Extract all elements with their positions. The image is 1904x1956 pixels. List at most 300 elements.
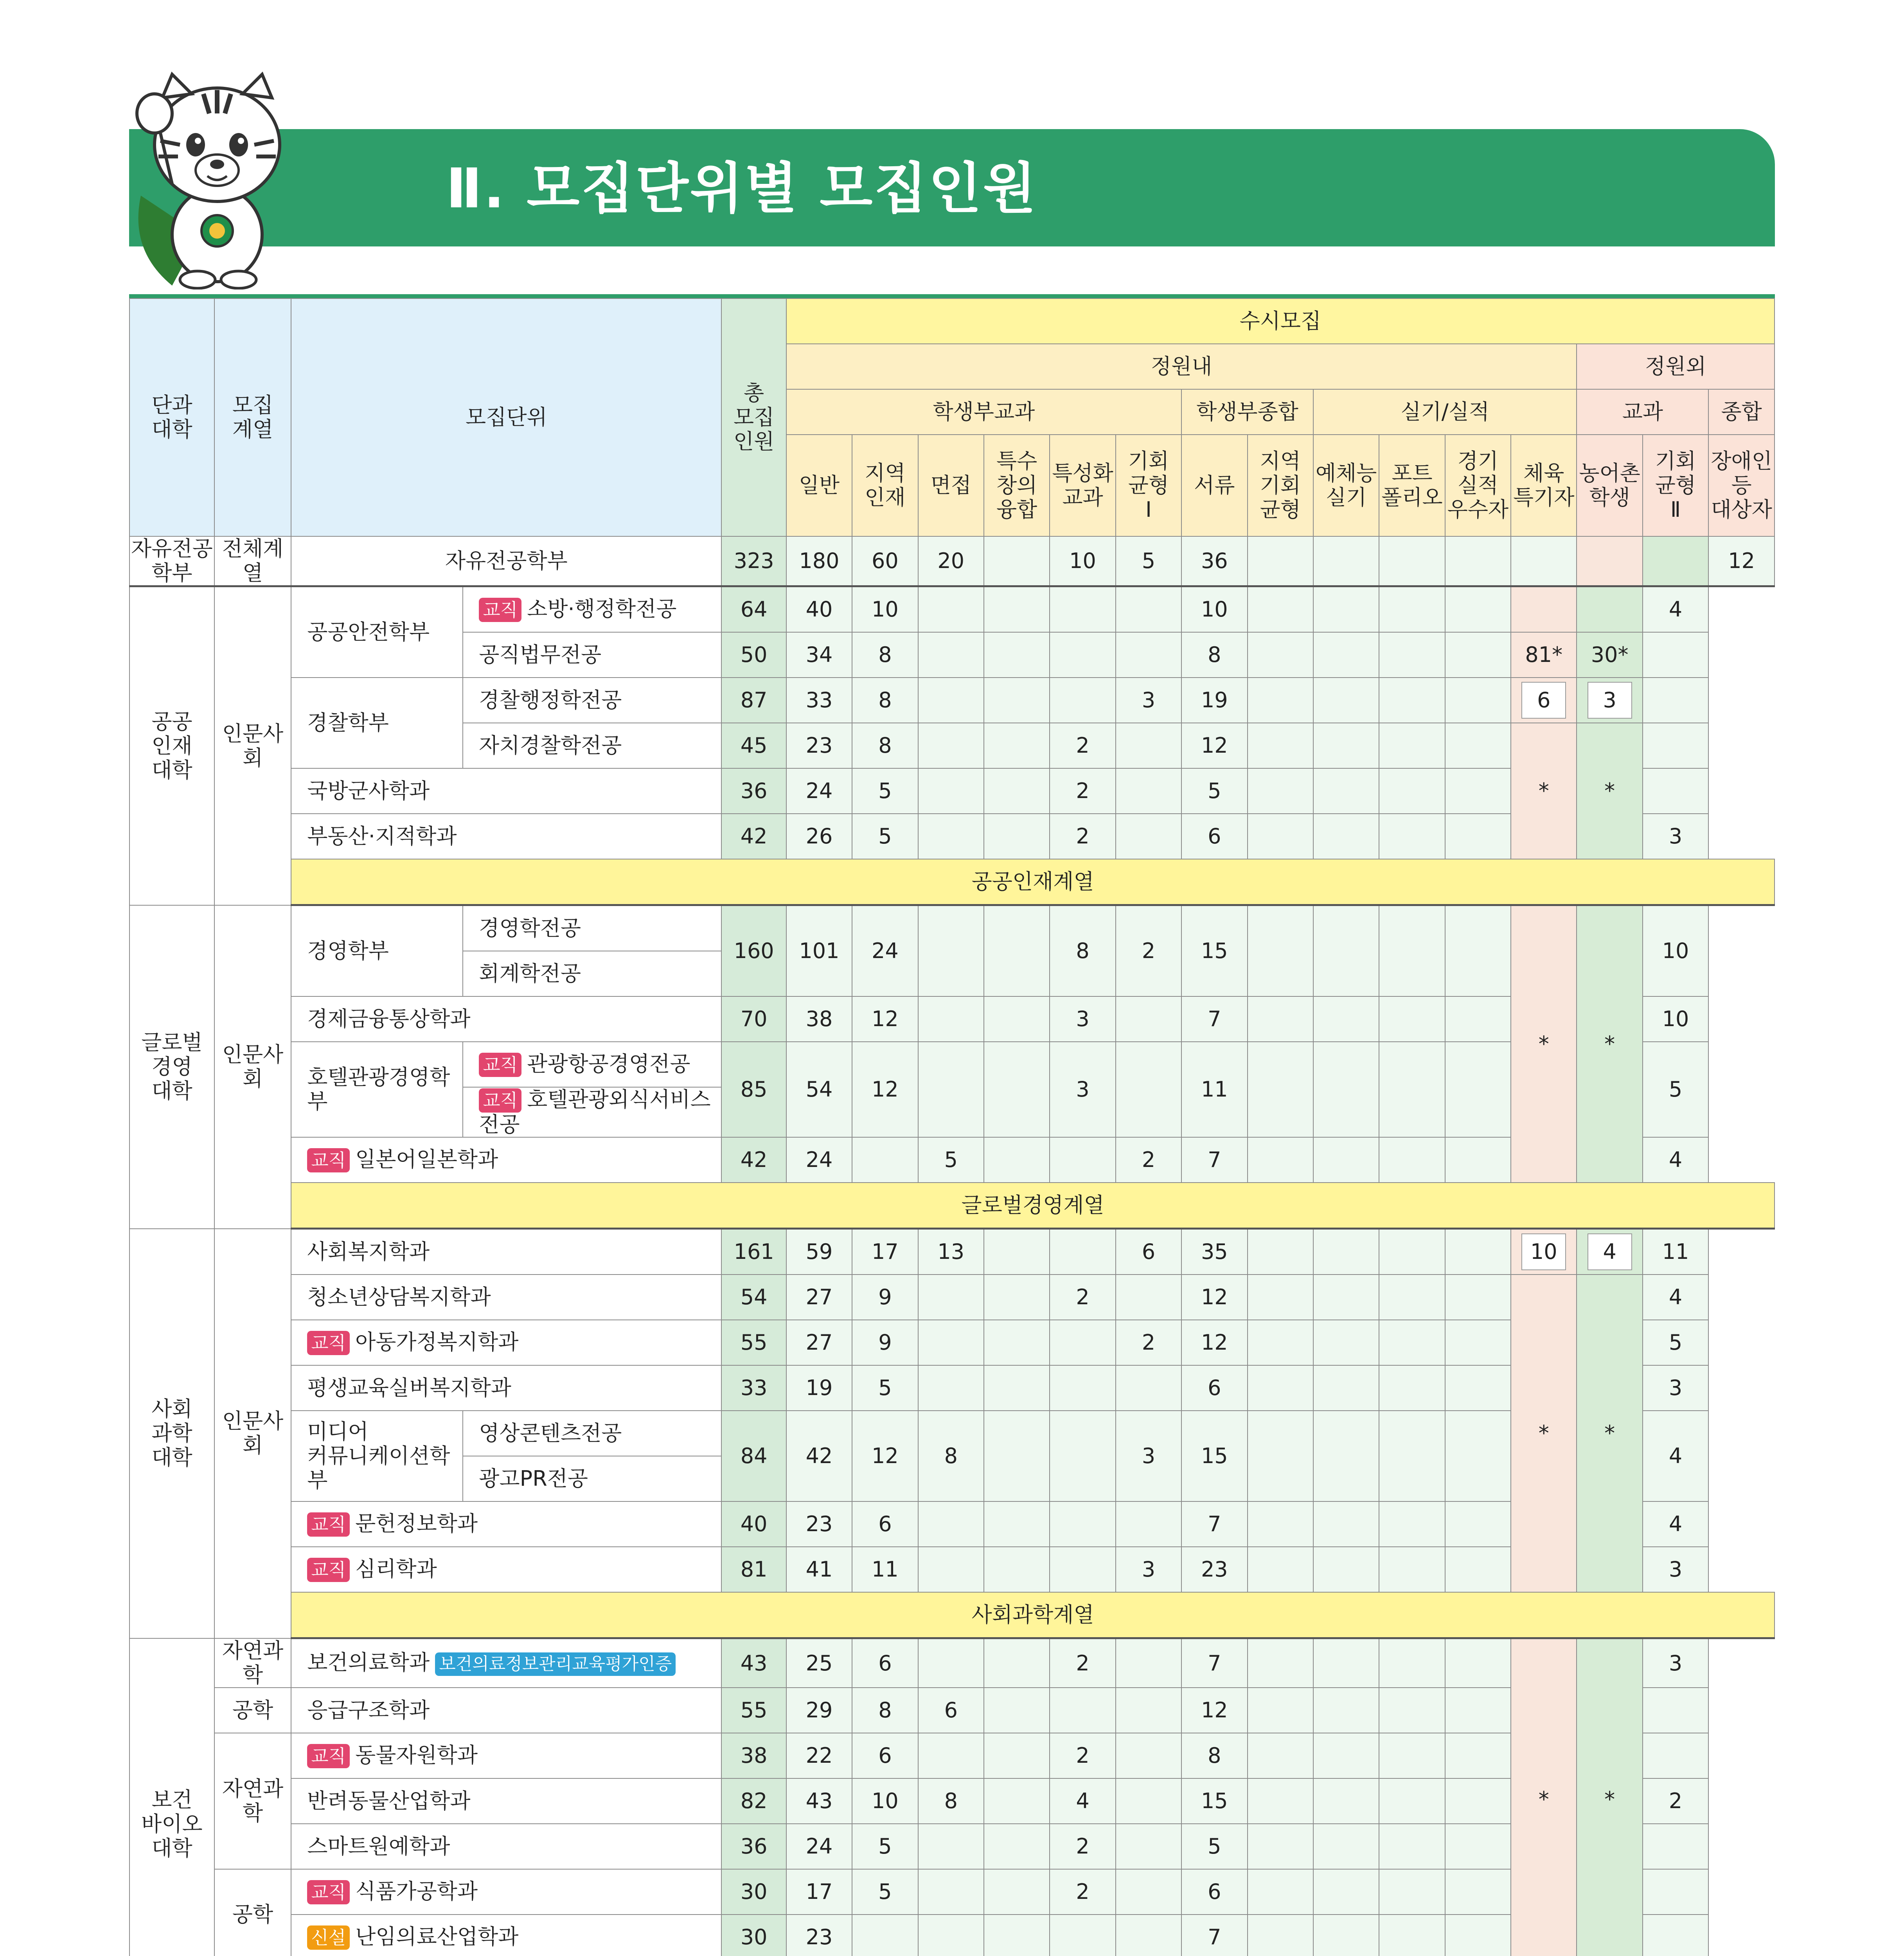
subheader-13: 기회 균형 Ⅱ (1643, 435, 1708, 536)
header-gyogwa: 교과 (1577, 389, 1708, 435)
value-cell (1379, 1229, 1445, 1275)
unit-name: 심리학과 (355, 1557, 437, 1582)
value-cell (984, 1501, 1050, 1547)
value-cell: 23 (786, 1501, 852, 1547)
teaching-badge: 교직 (307, 1880, 350, 1904)
value-cell (1313, 1688, 1379, 1733)
value-cell (1379, 1320, 1445, 1365)
value-cell (1248, 1501, 1313, 1547)
value-cell (984, 768, 1050, 814)
value-cell (1116, 1778, 1181, 1824)
value-cell (1643, 1824, 1708, 1869)
value-cell (1577, 678, 1642, 723)
value-cell: 180 (786, 536, 852, 586)
value-cell: 17 (852, 1229, 918, 1275)
unit-name: 소방·행정학전공 (527, 597, 677, 622)
value-cell (1248, 723, 1313, 768)
value-cell: 60 (852, 536, 918, 586)
boxed-value: 10 (1521, 1233, 1566, 1270)
value-cell (1313, 678, 1379, 723)
header-unit: 모집단위 (291, 298, 721, 536)
value-cell: 59 (786, 1229, 852, 1275)
value-cell: 33 (721, 1365, 786, 1411)
subheader-3: 특수 창의 융합 (984, 435, 1050, 536)
value-cell (1116, 586, 1181, 633)
value-cell (1116, 723, 1181, 768)
value-cell (984, 1733, 1050, 1778)
unit-name: 일본어일본학과 (355, 1147, 498, 1172)
teaching-badge: 교직 (479, 1088, 521, 1113)
value-cell (1445, 1915, 1511, 1956)
value-cell: 40 (721, 1501, 786, 1547)
unit-label (291, 1365, 721, 1411)
value-cell: 81* (1511, 632, 1577, 678)
value-cell: 17 (786, 1869, 852, 1915)
unit-label (291, 1638, 721, 1688)
header-jeongwonnae: 정원내 (786, 344, 1577, 389)
value-cell: 2 (1050, 1824, 1115, 1869)
value-cell: 81 (721, 1547, 786, 1592)
teaching-badge: 교직 (307, 1148, 350, 1172)
unit-label (463, 723, 721, 768)
value-cell (1116, 1042, 1181, 1137)
value-cell: 6 (852, 1733, 918, 1778)
value-cell: 12 (852, 996, 918, 1042)
group-label: 사회과학계열 (291, 1592, 1775, 1638)
value-cell (918, 1365, 984, 1411)
value-cell (1643, 632, 1708, 678)
value-cell: 19 (786, 1365, 852, 1411)
value-cell (1577, 1229, 1642, 1275)
value-cell (984, 586, 1050, 633)
value-cell (984, 1042, 1050, 1137)
header-hakgwa: 학생부교과 (786, 389, 1181, 435)
header-jonghap: 학생부종합 (1181, 389, 1313, 435)
value-cell: 38 (786, 996, 852, 1042)
value-cell (984, 1137, 1050, 1183)
value-cell (1050, 1137, 1115, 1183)
value-cell: 2 (1050, 1638, 1115, 1688)
college-cell: 자유전공학부 (129, 536, 214, 586)
value-cell (1445, 1688, 1511, 1733)
unit-name: 공공안전학부 (307, 620, 430, 645)
header-silgi: 실기/실적 (1313, 389, 1577, 435)
field-cell: 인문사회 (214, 905, 291, 1229)
unit-label: 자유전공학부 (291, 536, 721, 586)
subheader-11: 체육 특기자 (1511, 435, 1577, 536)
value-cell: 22 (786, 1733, 852, 1778)
value-cell: 36 (721, 768, 786, 814)
unit-name: 자치경찰학전공 (479, 733, 622, 758)
value-cell (1445, 768, 1511, 814)
value-cell: 5 (1116, 536, 1181, 586)
value-cell: 2 (1050, 814, 1115, 859)
value-cell: 34 (786, 632, 852, 678)
unit-name: 사회복지학과 (307, 1239, 430, 1264)
value-cell: 10 (852, 1778, 918, 1824)
value-cell: 12 (1181, 723, 1247, 768)
value-cell (984, 1275, 1050, 1320)
value-cell: 12 (852, 1411, 918, 1501)
unit-label (463, 905, 721, 951)
value-cell (1379, 1688, 1445, 1733)
value-cell (1445, 1365, 1511, 1411)
value-cell: 41 (786, 1547, 852, 1592)
value-cell (1379, 536, 1445, 586)
value-cell: 8 (852, 678, 918, 723)
value-cell: 87 (721, 678, 786, 723)
value-cell (918, 1275, 984, 1320)
value-cell (1445, 1411, 1511, 1501)
field-cell: 자연과학 (214, 1733, 291, 1869)
value-cell (918, 768, 984, 814)
value-cell (918, 1733, 984, 1778)
value-cell (1116, 1688, 1181, 1733)
header-college: 단과 대학 (129, 298, 214, 536)
value-cell (1050, 1411, 1115, 1501)
value-cell (984, 1778, 1050, 1824)
value-cell (1445, 1778, 1511, 1824)
unit-label (291, 996, 721, 1042)
value-cell (1379, 814, 1445, 859)
value-cell (1379, 1365, 1445, 1411)
value-cell: * (1511, 905, 1577, 1183)
value-cell (1116, 632, 1181, 678)
value-cell: 19 (1181, 678, 1247, 723)
unit-label (463, 1456, 721, 1501)
unit-name: 보건의료학과 (307, 1650, 430, 1675)
value-cell (1248, 996, 1313, 1042)
value-cell: 50 (721, 632, 786, 678)
value-cell: 30 (721, 1869, 786, 1915)
value-cell (1445, 814, 1511, 859)
unit-name: 난임의료산업학과 (355, 1924, 519, 1949)
value-cell (1379, 1501, 1445, 1547)
unit-label (291, 1229, 721, 1275)
value-cell: 45 (721, 723, 786, 768)
value-cell (1248, 1869, 1313, 1915)
value-cell (1116, 1733, 1181, 1778)
value-cell: 55 (721, 1688, 786, 1733)
value-cell (918, 1547, 984, 1592)
value-cell: * (1577, 1638, 1642, 1956)
value-cell: 30 (721, 1915, 786, 1956)
value-cell (984, 1365, 1050, 1411)
value-cell (1248, 1824, 1313, 1869)
unit-name: 반려동물산업학과 (307, 1788, 471, 1813)
value-cell (1643, 1915, 1708, 1956)
value-cell (918, 1320, 984, 1365)
value-cell (1445, 586, 1511, 633)
unit-label (291, 1778, 721, 1824)
value-cell (1116, 1501, 1181, 1547)
unit-label (291, 1547, 721, 1592)
value-cell: 6 (918, 1688, 984, 1733)
value-cell: 27 (786, 1320, 852, 1365)
value-cell: 8 (1181, 632, 1247, 678)
value-cell: 10 (1643, 996, 1708, 1042)
unit-name: 경찰행정학전공 (479, 688, 622, 713)
value-cell: 64 (721, 586, 786, 633)
value-cell (1050, 1229, 1115, 1275)
value-cell: 15 (1181, 1411, 1247, 1501)
value-cell (1248, 768, 1313, 814)
value-cell: 26 (786, 814, 852, 859)
subheader-1: 지역 인재 (852, 435, 918, 536)
value-cell (1050, 1915, 1115, 1956)
value-cell (1116, 1275, 1181, 1320)
value-cell: 10 (1181, 586, 1247, 633)
value-cell: 42 (721, 1137, 786, 1183)
unit-label (463, 1411, 721, 1456)
value-cell: 24 (786, 1824, 852, 1869)
value-cell (918, 1501, 984, 1547)
subheader-8: 예체능 실기 (1313, 435, 1379, 536)
value-cell (1643, 723, 1708, 768)
value-cell (1248, 1411, 1313, 1501)
value-cell (852, 1915, 918, 1956)
unit-name: 공직법무전공 (479, 642, 602, 667)
value-cell: 12 (1181, 1275, 1247, 1320)
value-cell (984, 536, 1050, 586)
unit-label (291, 1869, 721, 1915)
boxed-value: 3 (1588, 682, 1632, 719)
value-cell (1313, 1547, 1379, 1592)
value-cell (1313, 536, 1379, 586)
value-cell: 9 (852, 1275, 918, 1320)
value-cell (1643, 1733, 1708, 1778)
value-cell (1248, 1137, 1313, 1183)
value-cell (1248, 1688, 1313, 1733)
value-cell (1379, 1733, 1445, 1778)
subheader-9: 포트 폴리오 (1379, 435, 1445, 536)
boxed-value: 4 (1588, 1233, 1632, 1270)
value-cell (1511, 586, 1577, 633)
value-cell (984, 1688, 1050, 1733)
value-cell: 54 (786, 1042, 852, 1137)
value-cell: 3 (1643, 1365, 1708, 1411)
value-cell: 2 (1116, 1137, 1181, 1183)
value-cell (1643, 536, 1708, 586)
value-cell (1379, 1137, 1445, 1183)
subheader-14: 장애인 등 대상자 (1708, 435, 1775, 536)
value-cell (1050, 678, 1115, 723)
value-cell (918, 586, 984, 633)
value-cell (1116, 1365, 1181, 1411)
value-cell (918, 1824, 984, 1869)
value-cell: * (1511, 1275, 1577, 1592)
admission-table (129, 298, 1775, 1956)
value-cell (1248, 1275, 1313, 1320)
value-cell (1248, 586, 1313, 633)
value-cell: 43 (786, 1778, 852, 1824)
table-top-rule (129, 294, 1775, 298)
value-cell: 6 (852, 1501, 918, 1547)
header-susi: 수시모집 (786, 298, 1775, 344)
value-cell (1643, 678, 1708, 723)
value-cell (984, 632, 1050, 678)
tiger-mascot-icon (125, 67, 289, 289)
value-cell: 8 (1181, 1733, 1247, 1778)
value-cell: 3 (1050, 1042, 1115, 1137)
value-cell: 2 (1116, 905, 1181, 997)
value-cell: 4 (1643, 586, 1708, 633)
value-cell (1379, 1275, 1445, 1320)
unit-label (291, 678, 463, 768)
unit-label (463, 586, 721, 633)
value-cell: 15 (1181, 905, 1247, 997)
value-cell: 7 (1181, 996, 1247, 1042)
value-cell (984, 1547, 1050, 1592)
value-cell (1379, 1824, 1445, 1869)
value-cell (1116, 1638, 1181, 1688)
value-cell (1248, 678, 1313, 723)
value-cell: * (1577, 1275, 1642, 1592)
college-cell: 공공 인재 대학 (129, 586, 214, 905)
teaching-badge: 교직 (479, 598, 521, 622)
value-cell (918, 996, 984, 1042)
value-cell: 3 (1116, 1411, 1181, 1501)
subheader-0: 일반 (786, 435, 852, 536)
value-cell (1313, 1915, 1379, 1956)
value-cell (1379, 1547, 1445, 1592)
value-cell: 20 (918, 536, 984, 586)
unit-name: 미디어 커뮤니케이션학부 (307, 1419, 450, 1493)
unit-name: 국방군사학과 (307, 778, 430, 804)
value-cell (1379, 723, 1445, 768)
value-cell (1379, 1638, 1445, 1688)
unit-name: 스마트원예학과 (307, 1834, 450, 1859)
value-cell: 9 (852, 1320, 918, 1365)
value-cell (984, 1411, 1050, 1501)
value-cell: 6 (1181, 1869, 1247, 1915)
value-cell (1313, 1501, 1379, 1547)
field-cell: 자연과학 (214, 1638, 291, 1688)
value-cell: 11 (1181, 1042, 1247, 1137)
value-cell: 10 (852, 586, 918, 633)
value-cell: 3 (1050, 996, 1115, 1042)
value-cell: 8 (1050, 905, 1115, 997)
unit-name: 청소년상담복지학과 (307, 1285, 491, 1310)
value-cell (1313, 768, 1379, 814)
value-cell: 24 (786, 768, 852, 814)
value-cell: 5 (852, 814, 918, 859)
value-cell (1445, 1733, 1511, 1778)
teaching-badge: 교직 (307, 1331, 350, 1355)
value-cell: 27 (786, 1275, 852, 1320)
subheader-4: 특성화 교과 (1050, 435, 1115, 536)
unit-name: 동물자원학과 (355, 1742, 478, 1767)
value-cell: 30* (1577, 632, 1642, 678)
unit-label (291, 768, 721, 814)
value-cell: 4 (1643, 1275, 1708, 1320)
unit-label (463, 632, 721, 678)
value-cell (1313, 1869, 1379, 1915)
value-cell (1116, 1824, 1181, 1869)
page-title: Ⅱ. 모집단위별 모집인원 (446, 157, 1038, 221)
header-jeongwonoe: 정원외 (1577, 344, 1775, 389)
value-cell (1050, 1688, 1115, 1733)
value-cell: 12 (852, 1042, 918, 1137)
value-cell: 55 (721, 1320, 786, 1365)
value-cell (984, 678, 1050, 723)
value-cell (852, 1137, 918, 1183)
value-cell: 5 (1181, 1824, 1247, 1869)
value-cell (1379, 1042, 1445, 1137)
value-cell: 2 (1050, 1733, 1115, 1778)
value-cell: 3 (1116, 678, 1181, 723)
teaching-badge: 교직 (307, 1744, 350, 1768)
value-cell: 3 (1643, 1547, 1708, 1592)
value-cell (1248, 905, 1313, 997)
value-cell: 2 (1050, 1275, 1115, 1320)
value-cell: 10 (1050, 536, 1115, 586)
value-cell (918, 1869, 984, 1915)
value-cell: 38 (721, 1733, 786, 1778)
value-cell: 6 (1181, 814, 1247, 859)
unit-label (463, 1042, 721, 1087)
unit-label (463, 1087, 721, 1137)
value-cell (1116, 768, 1181, 814)
subheader-6: 서류 (1181, 435, 1247, 536)
value-cell (1248, 1915, 1313, 1956)
value-cell (1313, 723, 1379, 768)
value-cell (1248, 536, 1313, 586)
value-cell (918, 814, 984, 859)
value-cell: 4 (1643, 1501, 1708, 1547)
value-cell: 4 (1050, 1778, 1115, 1824)
unit-name: 평생교육실버복지학과 (307, 1375, 511, 1400)
value-cell (1248, 1778, 1313, 1824)
value-cell: 8 (852, 632, 918, 678)
value-cell: 84 (721, 1411, 786, 1501)
value-cell: 36 (1181, 536, 1247, 586)
value-cell (918, 1915, 984, 1956)
value-cell: 11 (1643, 1229, 1708, 1275)
value-cell: 85 (721, 1042, 786, 1137)
value-cell (1445, 1547, 1511, 1592)
value-cell (1050, 632, 1115, 678)
unit-label (291, 1824, 721, 1869)
value-cell: 7 (1181, 1638, 1247, 1688)
value-cell (1248, 1547, 1313, 1592)
unit-name: 광고PR전공 (479, 1466, 588, 1491)
unit-name: 경영학전공 (479, 916, 581, 941)
value-cell: 2 (1116, 1320, 1181, 1365)
value-cell (1445, 632, 1511, 678)
unit-name: 문헌정보학과 (355, 1511, 478, 1536)
unit-name: 관광항공경영전공 (527, 1052, 690, 1077)
value-cell (1313, 814, 1379, 859)
value-cell (1379, 996, 1445, 1042)
value-cell (1511, 678, 1577, 723)
value-cell (1313, 1778, 1379, 1824)
unit-label (291, 586, 463, 678)
value-cell: 23 (786, 723, 852, 768)
value-cell (1313, 632, 1379, 678)
value-cell: 10 (1643, 905, 1708, 997)
value-cell (918, 678, 984, 723)
value-cell (1445, 905, 1511, 997)
value-cell (1445, 536, 1511, 586)
unit-label (291, 1275, 721, 1320)
value-cell (1248, 632, 1313, 678)
unit-name: 호텔관광외식서비스전공 (479, 1087, 711, 1137)
value-cell (1248, 1320, 1313, 1365)
value-cell: 12 (1181, 1688, 1247, 1733)
value-cell: 7 (1181, 1915, 1247, 1956)
value-cell (1313, 905, 1379, 997)
